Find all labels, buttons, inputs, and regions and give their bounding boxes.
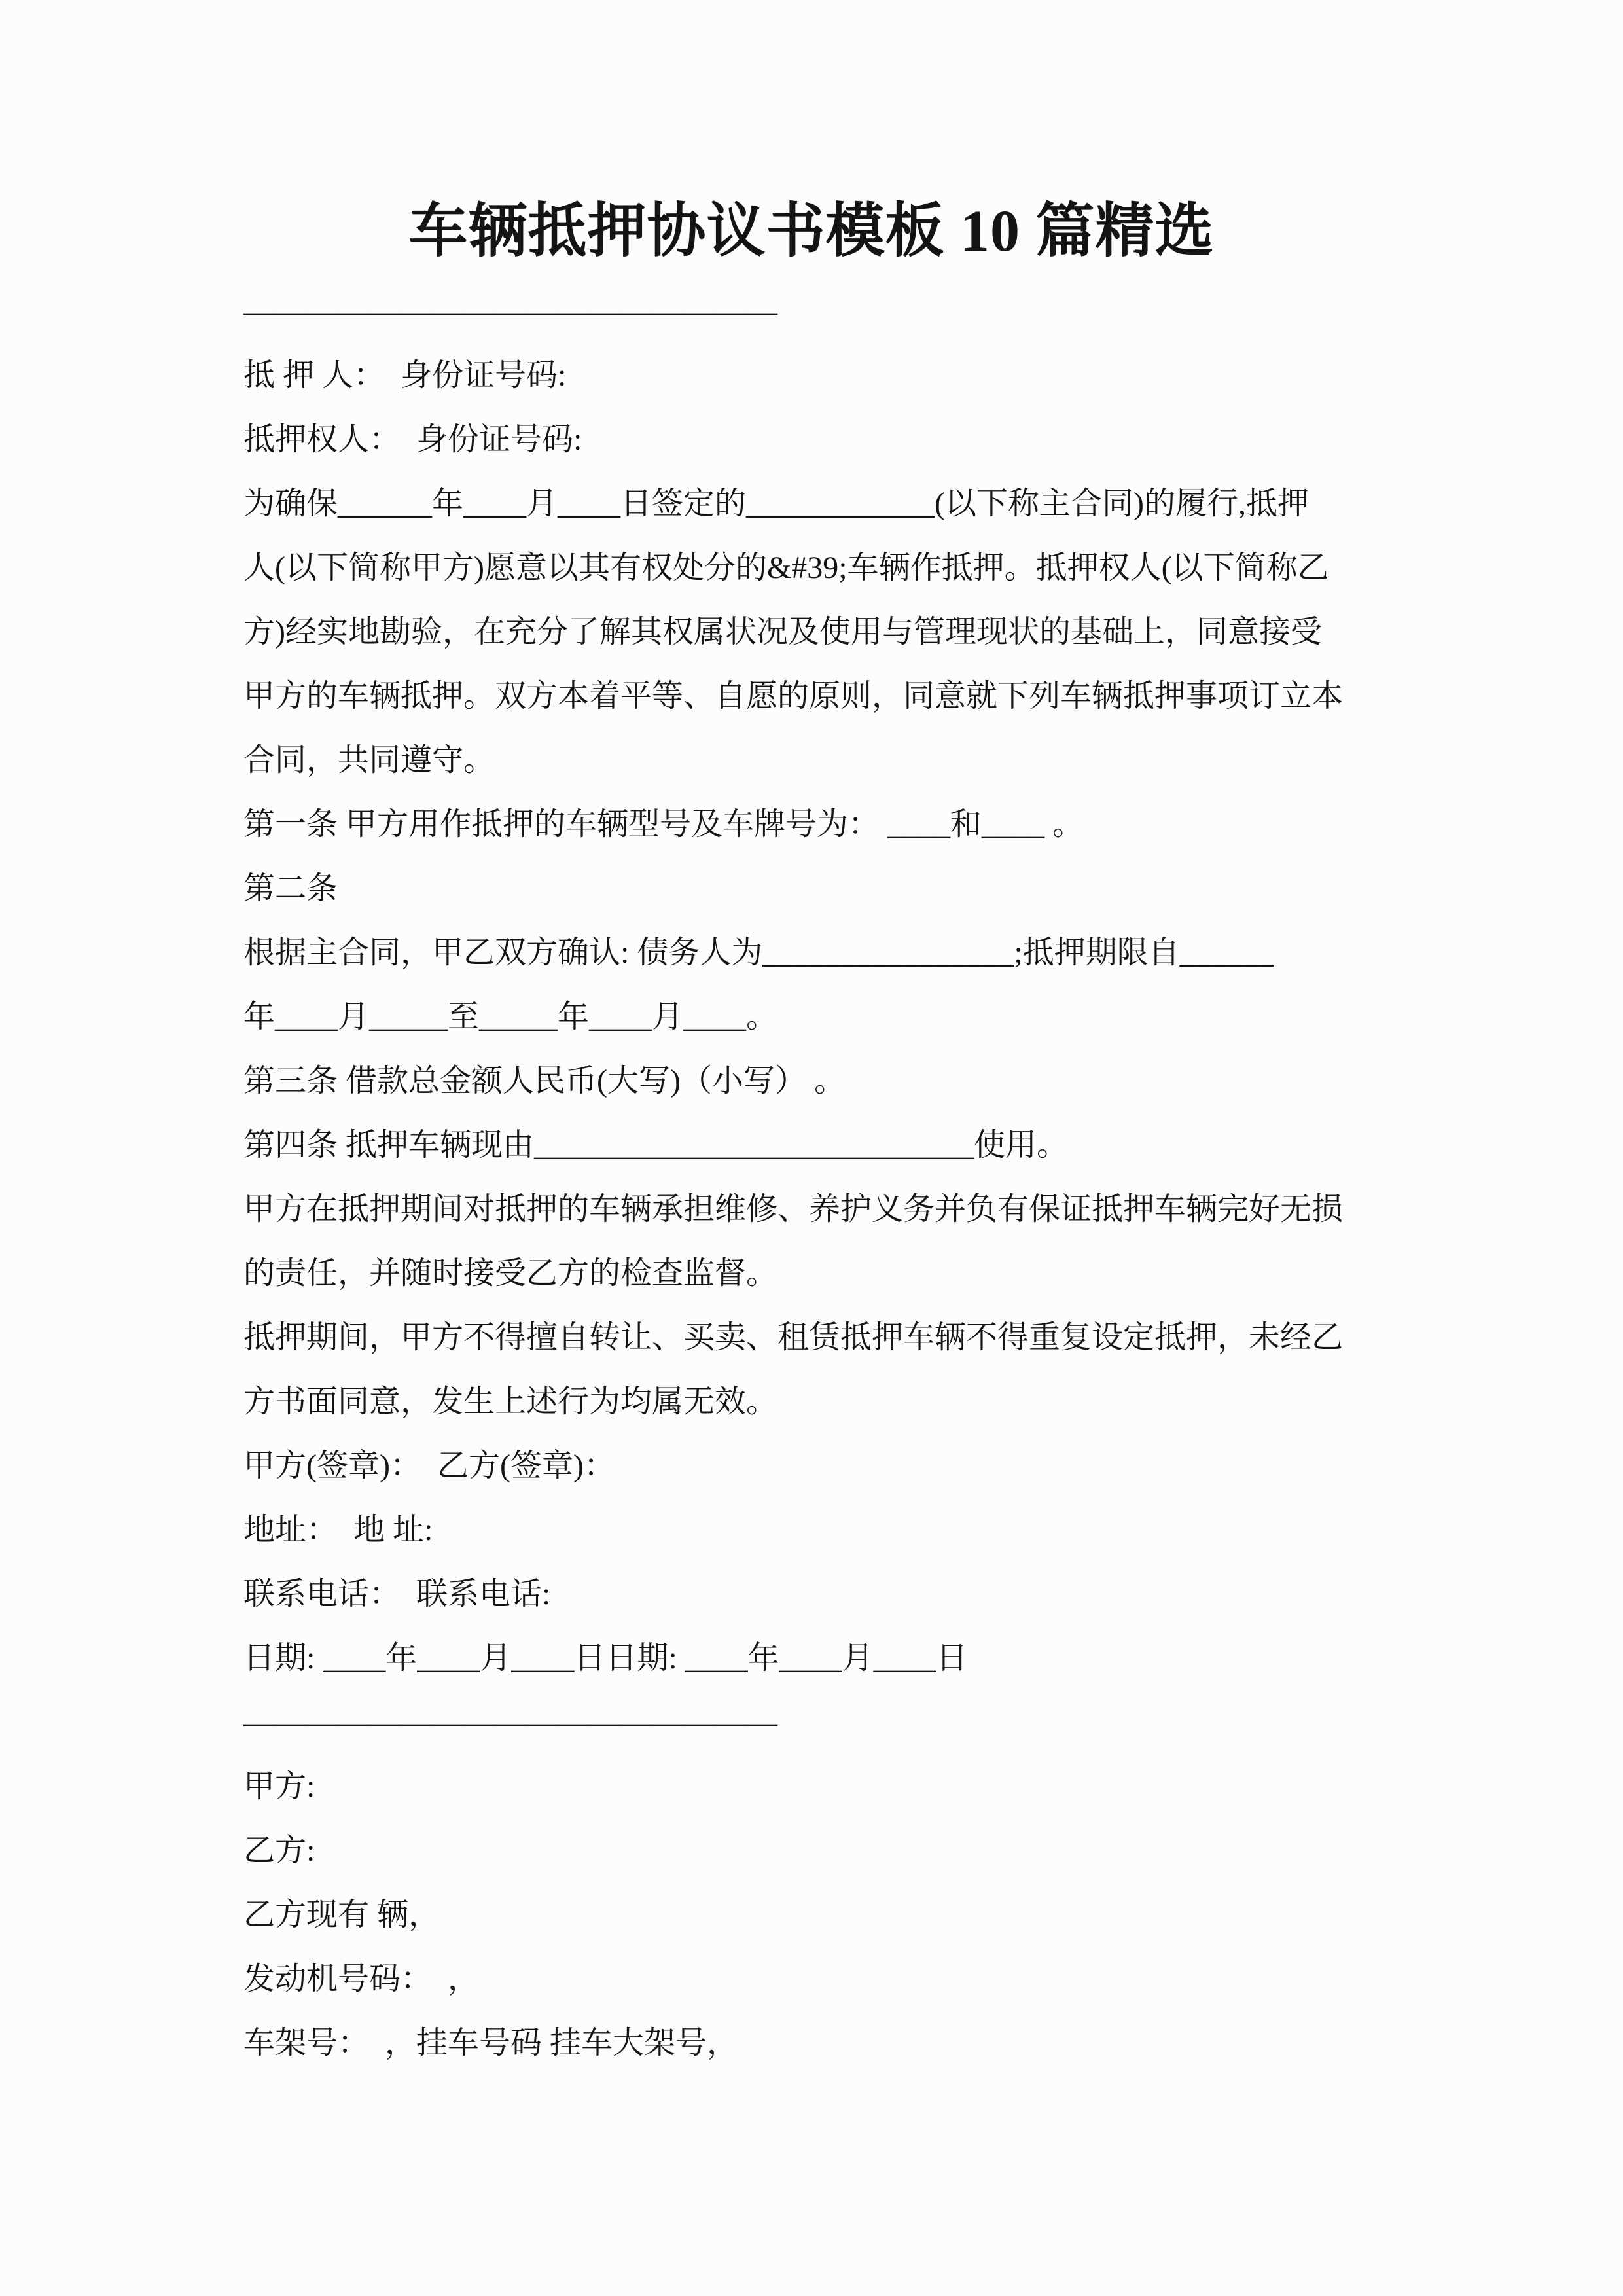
text-line: 年____月_____至_____年____月____。 [243, 999, 778, 1034]
text-line: 日期: ____年____月____日日期: ____年____月____日 [243, 1641, 968, 1676]
text-line: 第一条 甲方用作抵押的车辆型号及车牌号为： ____和____ 。 [243, 807, 1084, 842]
divider-line: ————————————————— [243, 294, 777, 329]
text-line: 甲方: [243, 1769, 315, 1804]
divider-line: ————————————————— [243, 1705, 777, 1740]
text-line: 第三条 借款总金额人民币(大写)（小写） 。 [243, 1064, 846, 1098]
text-line: 甲方在抵押期间对抵押的车辆承担维修、养护义务并负有保证抵押车辆完好无损 [243, 1192, 1344, 1227]
text-line: 乙方: [243, 1833, 315, 1868]
text-line: 甲方(签章)： 乙方(签章)： [243, 1448, 615, 1483]
text-line: 人(以下简称甲方)愿意以其有权处分的&#39;车辆作抵押。抵押权人(以下简称乙 [243, 550, 1329, 585]
text-line: 的责任，并随时接受乙方的检查监督。 [243, 1256, 778, 1291]
text-line: 第二条 [243, 871, 338, 906]
text-line: 联系电话： 联系电话: [243, 1577, 551, 1611]
page-title: 车辆抵押协议书模板 10 篇精选 [408, 199, 1215, 264]
text-line: 车架号： ，挂车号码 挂车大架号， [243, 2026, 739, 2060]
text-line: 乙方现有 辆， [243, 1897, 440, 1932]
text-line: 抵押权人： 身份证号码: [243, 422, 582, 457]
text-line: 地址： 地 址: [243, 1513, 433, 1547]
text-line: 发动机号码： ， [243, 1962, 480, 1996]
text-line: 抵 押 人： 身份证号码: [243, 358, 567, 393]
text-line: 抵押期间，甲方不得擅自转让、买卖、租赁抵押车辆不得重复设定抵押，未经乙 [243, 1320, 1344, 1355]
document-body [243, 279, 1380, 2075]
text-line: 方书面同意，发生上述行为均属无效。 [243, 1384, 778, 1419]
text-line: 为确保______年____月____日签定的____________(以下称主合同)的履行,抵押 [243, 486, 1309, 521]
text-line: 根据主合同，甲乙双方确认: 债务人为________________;抵押期限自______ [243, 935, 1274, 970]
text-line: 合同，共同遵守。 [243, 743, 495, 778]
text-line: 方)经实地勘验，在充分了解其权属状况及使用与管理现状的基础上，同意接受 [243, 615, 1322, 649]
document-content [243, 183, 1380, 2075]
text-line: 第四条 抵押车辆现由____________________________使用。 [243, 1128, 1069, 1162]
text-line: 甲方的车辆抵押。双方本着平等、自愿的原则，同意就下列车辆抵押事项订立本 [243, 679, 1344, 713]
